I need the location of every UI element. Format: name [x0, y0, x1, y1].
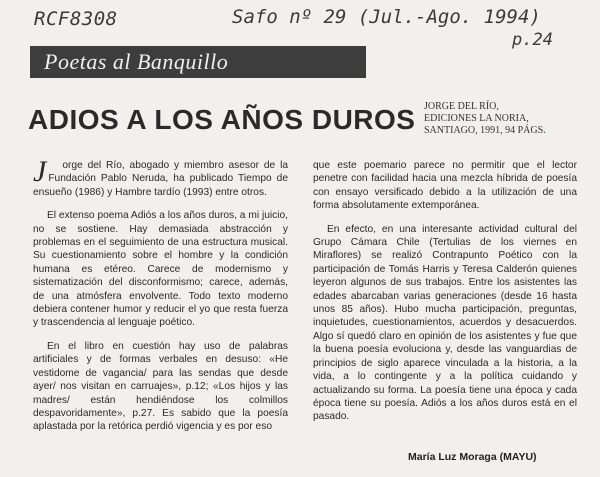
paragraph: El extenso poema Adiós a los años duros, a mi juicio, no se sostiene. Hay demasiada abstracción y problemas en el seguimiento de una estructura musical. Su cuestionamiento sobre el hombre y la condición humana es etéreo. Carece de modernismo y sistematización del disconformismo; carece, además, de una atmósfera envolvente. Todo texto moderno debiera contener humor y reducir el yo que resta fuerza y trascendencia al lenguaje poético.	[33, 210, 288, 329]
source-author: JORGE DEL RÍO,	[424, 101, 499, 112]
paragraph: Jorge del Río, abogado y miembro asesor de la Fundación Pablo Neruda, ha publicado Tiempo de ensueño (1986) y Hambre tardío (1993) entre otros.	[33, 155, 288, 198]
paragraph: En el libro en cuestión hay uso de palabras artificiales y de formas verbales en desuso: «He vestidome de vagancia/ para las sendas que desde ayer/ nos visitan en carruajes», p.12; «Los hijos y las madres/ están hendiéndose los colmillos despavoridamente», p.27. Es sabido que la poesía aplastada por la retórica perdió vigencia y es por eso	[33, 340, 288, 433]
section-banner: Poetas al Banquillo	[30, 46, 366, 78]
handwritten-page: p.24	[512, 30, 553, 50]
right-column	[313, 159, 577, 434]
handwritten-code: RCF8308	[34, 8, 118, 30]
source-place-year: SANTIAGO, 1991, 94 PÁGS.	[424, 125, 546, 136]
article-title: ADIOS A LOS AÑOS DUROS	[28, 104, 416, 135]
book-source	[424, 101, 594, 137]
handwritten-reference: Safo nº 29 (Jul.-Ago. 1994)	[232, 6, 541, 28]
paragraph: que este poemario parece no permitir que el lector penetre con facilidad hacia una mezcla híbrida de poesía con ensayo versificado debido a la utilización de una forma absolutamente extemporánea.	[313, 160, 577, 212]
left-column	[33, 155, 288, 444]
paragraph: En efecto, en una interesante actividad cultural del Grupo Cámara Chile (Tertulias de los viernes en Miraflores) se realizó Contrapunto Poético con la participación de Tomás Harris y Teresa Calderón quienes leyeron algunos de sus trabajos. Entre los asistentes las edades abarcaban varias generaciones (desde 16 hasta unos 85 años). Hubo mucha participación, preguntas, inquietudes, cuestionamientos, acuerdos y desacuerdos. Algo sí quedó claro en opinión de los asistentes y fue que la buena poesía evoluciona y, desde las vanguardias de principios de siglo aparece vinculada a la historia, a la vida, a lo contingente y a la política cuidando y actualizando su forma. La poesía tiene una época y cada época tiene su poesía. Adiós a los años duros está en el pasado.	[313, 223, 577, 423]
author-signature: María Luz Moraga (MAYU)	[408, 451, 537, 463]
source-publisher: EDICIONES LA NORIA,	[424, 113, 529, 124]
